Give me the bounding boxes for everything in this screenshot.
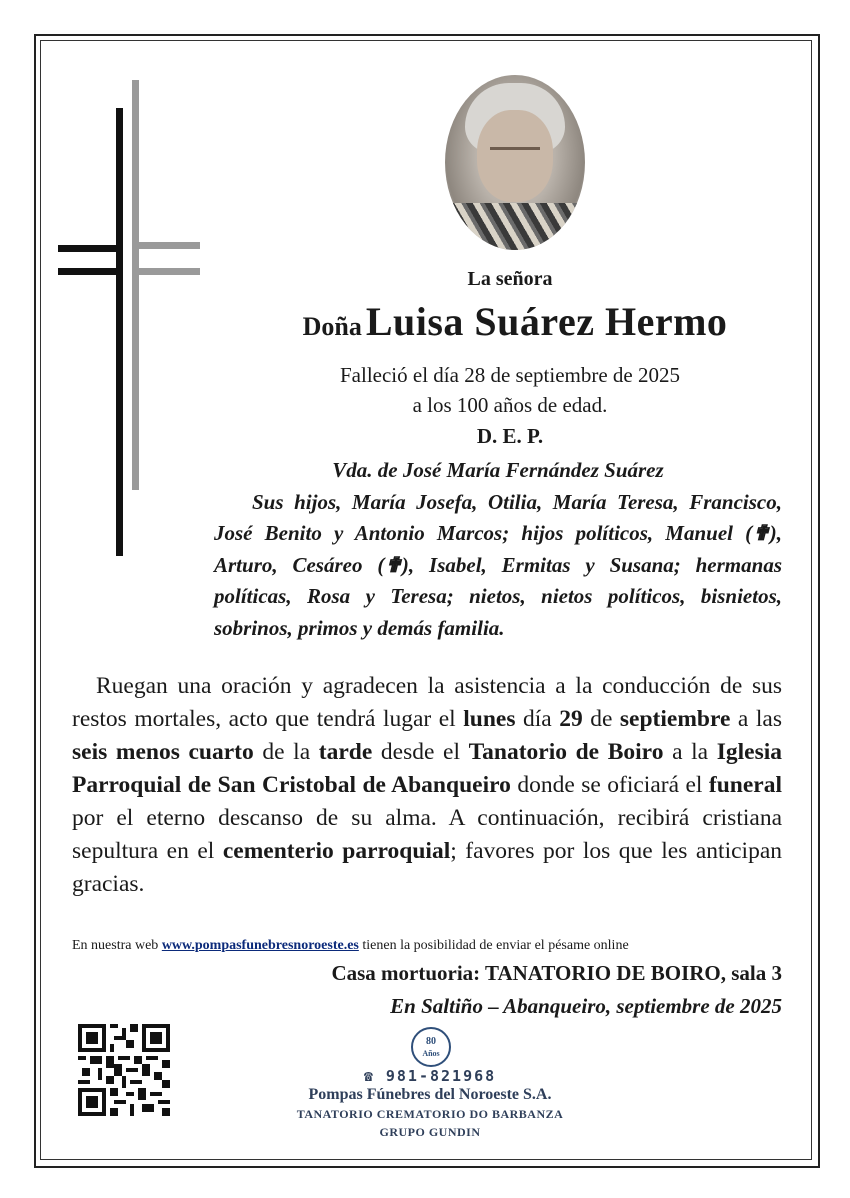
funeral-home-line: Casa mortuoria: TANATORIO DE BOIRO, sala 3 — [331, 961, 782, 985]
deceased-name — [230, 298, 800, 345]
phone-line — [330, 1067, 530, 1085]
anniversary-badge: 80 Años — [411, 1027, 451, 1067]
qr-code[interactable] — [78, 1024, 170, 1116]
company-name: Pompas Fúnebres del Noroeste S.A. — [308, 1086, 552, 1103]
phone-number[interactable]: 981-821968 — [385, 1067, 497, 1085]
portrait-photo — [445, 75, 585, 250]
funeral-announcement: Ruegan una oración y agradecen la asistencia a la conducción de sus restos mortales, acto que tendrá lugar el lunes día 29 de septiembre a las seis menos cuarto de la tarde desde el Tanatorio de Boiro a la Iglesia Parroquial de San Cristobal de Abanqueiro donde se oficiará el funeral por el eterno descanso de su alma. A continuación, recibirá cristiana sepultura en el cementerio parroquial; favores por los que les anticipan gracias. — [72, 673, 783, 897]
condolence-web-note: En nuestra web www.pompasfunebresnoroeste.es tienen la posibilidad de enviar el pésame online — [72, 938, 629, 953]
cross-icon — [56, 80, 206, 560]
phone-icon: ☎ — [363, 1067, 375, 1085]
full-name: Luisa Suárez Hermo — [365, 299, 728, 344]
group-name: GRUPO GUNDIN — [379, 1125, 481, 1139]
rip-line: D. E. P. — [476, 424, 544, 448]
website-link[interactable]: www.pompasfunebresnoroeste.es — [161, 938, 359, 953]
relatives-list: Sus hijos, María Josefa, Otilia, María Teresa, Francisco, José Benito y Antonio Marcos; hijos políticos, Manuel (✟), Arturo, Cesáreo (✟), Isabel, Ermitas y Susana; hermanas políticas, Rosa y Teresa; nietos, nietos políticos, bisnietos, sobrinos, primos y demás familia. — [214, 489, 782, 640]
widow-line: Vda. de José María Fernández Suárez — [332, 458, 664, 482]
age-line: a los 100 años de edad. — [412, 393, 608, 417]
death-date: Falleció el día 28 de septiembre de 2025 — [340, 363, 680, 387]
family-block — [214, 455, 782, 644]
place-date-line: En Saltiño – Abanqueiro, septiembre de 2025 — [390, 994, 782, 1018]
crematorium-name: TANATORIO CREMATORIO DO BARBANZA — [296, 1107, 564, 1121]
salutation: La señora — [467, 268, 553, 290]
name-prefix: Doña — [302, 312, 362, 341]
